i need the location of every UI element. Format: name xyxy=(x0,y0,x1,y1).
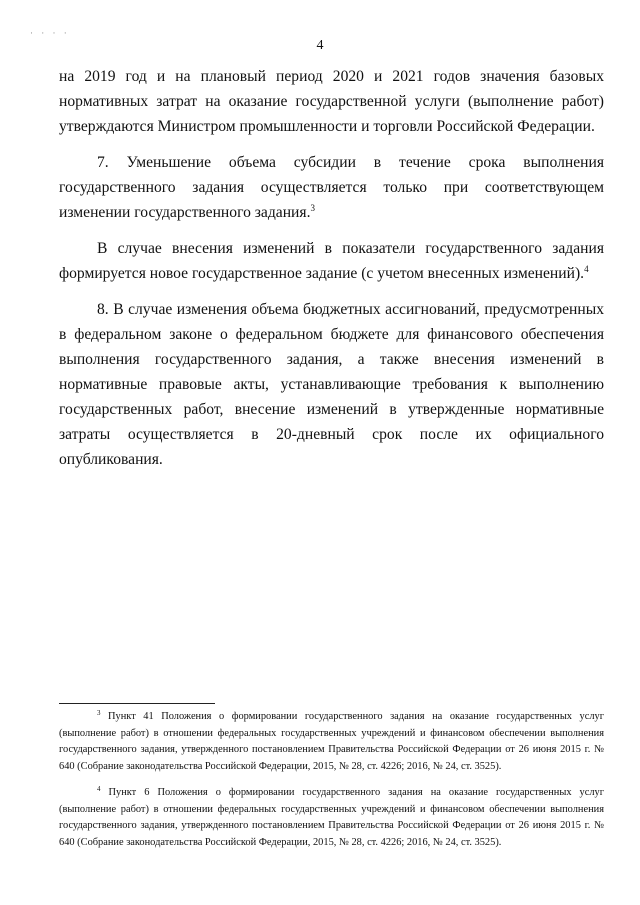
footnote-marker-3: 3 xyxy=(97,709,101,717)
paragraph-7: 7. Уменьшение объема субсидии в течение срока выполнения государственного задания осуществляется только при соответствующем изменении государственного задания.$^3$ xyxy=(59,154,608,221)
paragraph-8: 8. В случае изменения объема бюджетных ассигнований, предусмотренных в федеральном законе о федеральном бюджете для финансового обеспечения выполнения государственного задания, а также внесения изменений в нормативные правовые акты, устанавливающие требования к выполнению государственных работ, внесение изменений в утвержденные нормативные затраты осуществляется в 20-дневный срок после их официального опубликования. xyxy=(59,301,604,468)
footnote-ref-4[interactable]: 4 xyxy=(584,264,589,274)
scan-artifact: · · · · xyxy=(30,28,70,38)
paragraph-continuation: на 2019 год и на плановый период 2020 и 2021 годов значения базовых нормативных затрат на оказание государственной услуги (выполнение работ) утверждаются Министром промышленности и торговли Российской Федерации. xyxy=(59,68,604,135)
body-text xyxy=(59,64,608,472)
footnote-ref-3[interactable]: 3 xyxy=(310,203,315,213)
footnote-marker-4: 4 xyxy=(97,785,101,793)
footnote-3: $^3$ Пункт 41 Положения о формировании государственного задания на оказание государственных услуг (выполнение работ) в отношении федеральных государственных учреждений и финансовом обеспечении выполнения государственного задания, утвержденного постановлением Правительства Российской Федерации от 26 июня 2015 г. № 640 (Собрание законодательства Российской Федерации, 2015, № 28, ст. 4226; 2016, № 24, ст. 3525). xyxy=(59,709,604,772)
footnote-separator xyxy=(59,703,215,704)
footnote-4: $^4$ Пункт 6 Положения о формировании государственного задания на оказание государственных услуг (выполнение работ) в отношении федеральных государственных учреждений и финансовом обеспечении выполнения государственного задания, утвержденного постановлением Правительства Российской Федерации от 26 июня 2015 г. № 640 (Собрание законодательства Российской Федерации, 2015, № 28, ст. 4226; 2016, № 24, ст. 3525). xyxy=(59,785,604,848)
footnotes xyxy=(59,709,604,861)
page-number: 4 xyxy=(316,38,324,53)
paragraph-changes: В случае внесения изменений в показатели государственного задания формируется новое государственное задание (с учетом внесенных изменений).$^4$ xyxy=(59,240,604,282)
